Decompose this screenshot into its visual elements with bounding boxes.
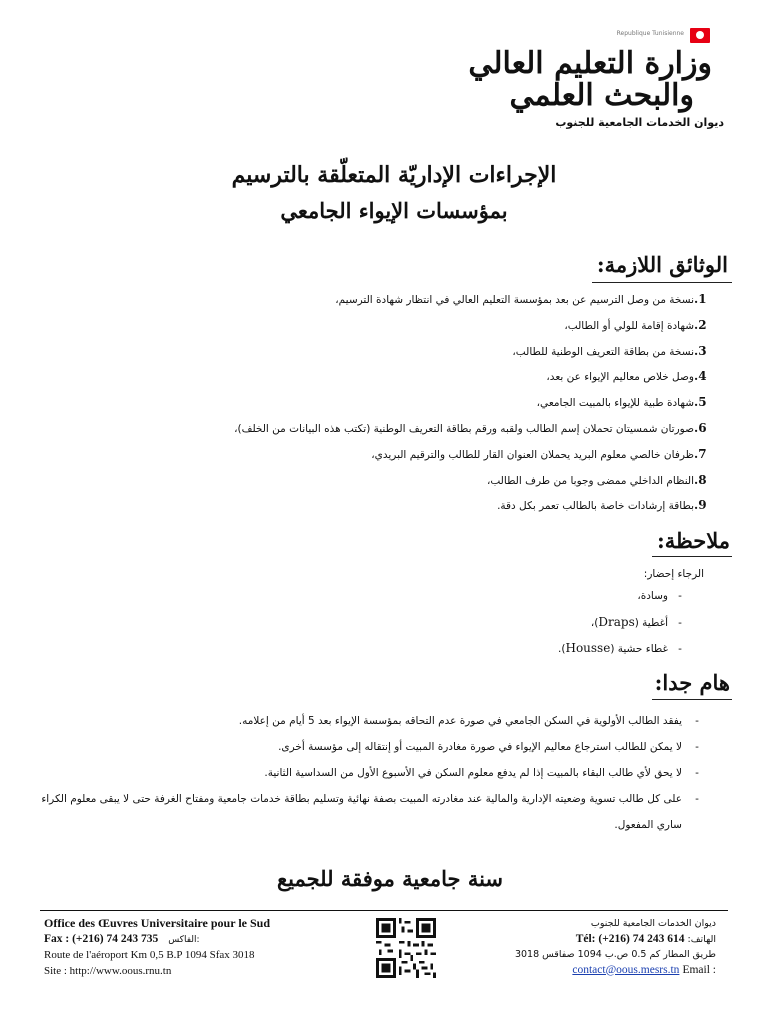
office-name: ديوان الخدمات الجامعية للجنوب	[555, 116, 724, 129]
note-heading-underline	[652, 556, 732, 557]
item-number: 1.	[694, 292, 707, 306]
item-latin: Housse	[565, 641, 611, 655]
item-number: 9.	[694, 498, 707, 513]
item-text: وصل خلاص معاليم الإيواء عن بعد،	[546, 371, 694, 384]
item-text: لا يحق لأي طالب البقاء بالمبيت إذا لم يدفع معلوم السكن في الأسبوع الأول من السداسية الثانية.	[264, 767, 682, 779]
item-text: لا يمكن للطالب استرجاع معاليم الإيواء في صورة مغادرة المبيت أو إنتقاله إلى مؤسسة أخرى.	[278, 741, 682, 753]
item-text: بطاقة إرشادات خاصة بالطالب تعمر بكل دقة.	[497, 500, 694, 513]
note-heading: ملاحظة:	[657, 528, 730, 553]
list-item	[152, 312, 712, 338]
list-item	[152, 286, 712, 312]
item-number: 6.	[694, 420, 707, 435]
item-number: 2.	[694, 317, 707, 332]
important-list	[32, 708, 712, 838]
item-text: صورتان شمسيتان تحملان إسم الطالب ولقبه ورقم بطاقة التعريف الوطنية (تكتب هذه البيانات من الخلف)،	[234, 422, 694, 435]
tunisia-flag-icon	[690, 28, 710, 43]
documents-heading: الوثائق اللازمة:	[596, 252, 728, 277]
note-intro: الرجاء إحضار:	[643, 568, 704, 580]
ministry-logo	[468, 28, 712, 128]
footer-tel-label-ar: الهاتف:	[687, 933, 716, 945]
item-text: يفقد الطالب الأولوية في السكن الجامعي في صورة عدم التحاقه بمؤسسة الإيواء بعد 5 أيام من إعلامه.	[238, 715, 682, 727]
item-after: ).	[558, 643, 566, 655]
documents-list	[152, 286, 712, 518]
list-item: - على كل طالب تسوية وضعيته الإدارية والمالية عند مغادرته المبيت بصفة نهائية وتسليم بطاقة خدمات جامعية ومفتاح الغرفة حتى لا يبقى معلوم الكراء ساري المفعول.	[32, 786, 712, 838]
list-item: -وسادة،	[637, 590, 682, 602]
ministry-name-line1: وزارة التعليم العالي	[468, 46, 712, 81]
footer-contact-fr	[44, 916, 314, 979]
list-item	[152, 389, 712, 415]
footer-office-fr: Office des Œuvres Universitaire pour le Sud	[44, 916, 270, 930]
page-title-line2: بمؤسسات الإيواء الجامعي	[280, 198, 508, 223]
footer-office-ar: ديوان الخدمات الجامعية للجنوب	[590, 918, 716, 929]
item-number: 8.	[694, 472, 707, 487]
list-item	[152, 467, 712, 493]
footer-fax: Fax : (+216) 74 243 735	[44, 932, 159, 945]
item-text: غطاء حشية (	[610, 643, 668, 655]
list-item: - يفقد الطالب الأولوية في السكن الجامعي في صورة عدم التحاقه بمؤسسة الإيواء بعد 5 أيام من إعلامه.	[32, 708, 712, 734]
item-number: 3.	[694, 343, 707, 358]
important-heading-underline	[652, 699, 732, 700]
page-title-line1: الإجراءات الإداريّة المتعلّقة بالترسيم	[231, 162, 557, 188]
item-number: 4.	[694, 369, 707, 384]
item-text: ظرفان خالصي معلوم البريد يحملان العنوان القار للطالب والترقيم البريدي،	[371, 448, 694, 461]
list-item	[152, 441, 712, 467]
ministry-name-line2: والبحث العلمي	[509, 78, 694, 113]
item-text: نسخة من وصل الترسيم عن بعد بمؤسسة التعليم العالي في انتظار شهادة الترسيم،	[335, 294, 694, 306]
list-item	[152, 363, 712, 389]
footer-address-fr: Route de l'aéroport Km 0,5 B.P 1094 Sfax 3018	[44, 949, 255, 961]
documents-heading-underline	[592, 282, 732, 283]
emblem-caption: Republique Tunisienne	[616, 30, 684, 37]
item-after: )،	[590, 617, 599, 629]
list-item	[152, 338, 712, 364]
footer-fax-line	[44, 932, 314, 949]
item-text: النظام الداخلي ممضى وجوبا من طرف الطالب،	[486, 474, 694, 487]
item-text: نسخة من بطاقة التعريف الوطنية للطالب،	[512, 345, 694, 358]
item-number: 5.	[694, 395, 707, 410]
footer-email-link[interactable]: contact@oous.mesrs.tn	[572, 963, 680, 976]
footer-email-line	[456, 963, 716, 979]
footer-tel: Tél: (+216) 74 243 614	[575, 932, 685, 945]
footer-contact-ar	[456, 916, 716, 978]
list-item: -أغطية (Draps)،	[590, 615, 682, 629]
item-text: شهادة طبية للإيواء بالمبيت الجامعي،	[536, 397, 694, 410]
list-item	[152, 415, 712, 441]
footer-tel-line	[456, 932, 716, 948]
footer-address-ar: طريق المطار كم 0.5 ص.ب 1094 صفاقس 3018	[514, 949, 716, 960]
item-text: أغطية (	[634, 617, 668, 629]
closing-wish: سنة جامعية موفقة للجميع	[276, 866, 504, 891]
list-item: - لا يمكن للطالب استرجاع معاليم الإيواء في صورة مغادرة المبيت أو إنتقاله إلى مؤسسة أخرى.	[32, 734, 712, 760]
footer-email-label: Email :	[682, 963, 716, 976]
item-text: شهادة إقامة للولي أو الطالب،	[564, 319, 694, 332]
footer-divider	[40, 910, 728, 911]
qr-code-icon	[376, 918, 436, 978]
item-number: 7.	[694, 446, 707, 461]
list-item	[152, 492, 712, 518]
footer-fax-label-ar: الفاكس:	[168, 934, 200, 945]
important-heading: هام جدا:	[654, 670, 730, 695]
footer-site: Site : http://www.oous.rnu.tn	[44, 964, 172, 977]
item-text: وسادة،	[637, 590, 668, 602]
item-latin: Draps	[598, 615, 635, 629]
item-text: على كل طالب تسوية وضعيته الإدارية والمالية عند مغادرته المبيت بصفة نهائية وتسليم بطاقة خدمات جامعية ومفتاح الغرفة حتى لا يبقى معلوم الكراء ساري المفعول.	[41, 793, 682, 831]
list-item: - لا يحق لأي طالب البقاء بالمبيت إذا لم يدفع معلوم السكن في الأسبوع الأول من السداسية الثانية.	[32, 760, 712, 786]
note-list	[558, 588, 692, 666]
list-item: -غطاء حشية (Housse).	[558, 641, 682, 655]
